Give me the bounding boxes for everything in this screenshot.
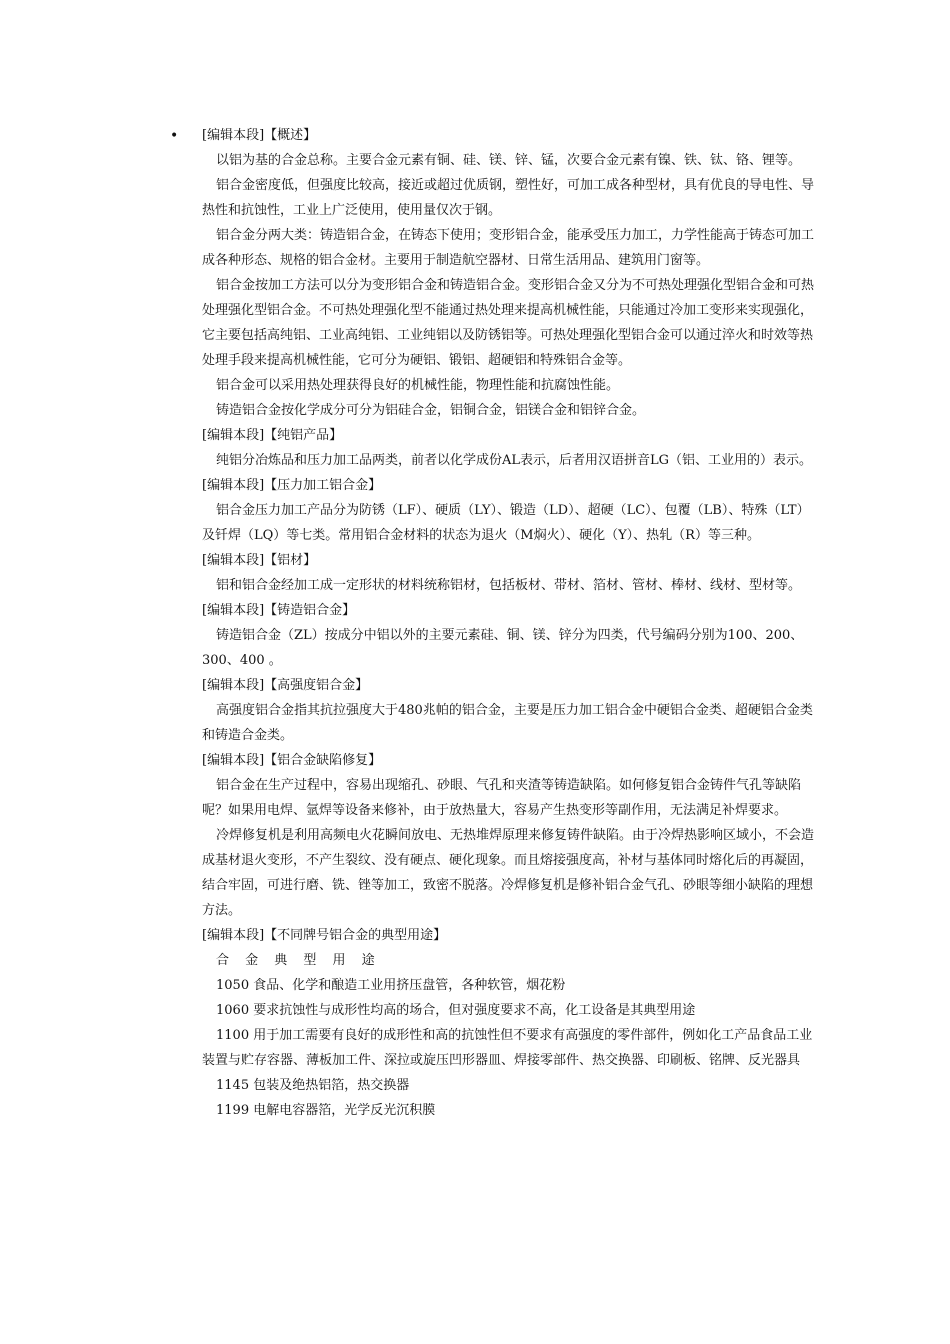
paragraph: 铸造铝合金按化学成分可分为铝硅合金，铝铜合金，铝镁合金和铝锌合金。 [216, 403, 646, 418]
section-heading-typical-uses: [编辑本段]【不同牌号铝合金的典型用途】 [202, 928, 447, 943]
alloy-use-entry: 1100 用于加工需要有良好的成形性和高的抗蚀性但不要求有高强度的零件部件，例如化工产品食品工业装置与贮存容器、薄板加工件、深拉或旋压凹形器皿、焊接零部件、热交换器、印刷板、铭牌、反光器具 [202, 1028, 813, 1068]
paragraph: 铸造铝合金（ZL）按成分中铝以外的主要元素硅、铜、镁、锌分为四类，代号编码分别为100、200、300、400 。 [202, 628, 804, 668]
section-heading-pressure-processed: [编辑本段]【压力加工铝合金】 [202, 478, 382, 493]
paragraph: 冷焊修复机是利用高频电火花瞬间放电、无热堆焊原理来修复铸件缺陷。由于冷焊热影响区域小，不会造成基材退火变形，不产生裂纹、没有硬点、硬化现象。而且熔接强度高，补材与基体同时熔化后的再凝固，结合牢固，可进行磨、铣、锉等加工，致密不脱落。冷焊修复机是修补铝合金气孔、砂眼等细小缺陷的理想方法。 [202, 828, 815, 918]
paragraph: 铝合金密度低，但强度比较高，接近或超过优质钢，塑性好，可加工成各种型材，具有优良的导电性、导热性和抗蚀性，工业上广泛使用，使用量仅次于钢。 [202, 178, 815, 218]
paragraph: 纯铝分冶炼品和压力加工品两类，前者以化学成份AL表示，后者用汉语拼音LG（铝、工业用的）表示。 [216, 453, 813, 468]
paragraph: 铝合金分两大类：铸造铝合金，在铸态下使用；变形铝合金，能承受压力加工，力学性能高于铸态可加工成各种形态、规格的铝合金材。主要用于制造航空器材、日常生活用品、建筑用门窗等。 [202, 228, 815, 268]
paragraph: 铝合金压力加工产品分为防锈（LF）、硬质（LY）、锻造（LD）、超硬（LC）、包覆（LB）、特殊（LT）及钎焊（LQ）等七类。常用铝合金材料的状态为退火（M焖火）、硬化（Y）、热轧（R）等三种。 [202, 503, 810, 543]
bullet-marker: • [170, 128, 179, 144]
paragraph: 铝合金在生产过程中，容易出现缩孔、砂眼、气孔和夹渣等铸造缺陷。如何修复铝合金铸件气孔等缺陷呢？如果用电焊、氩焊等设备来修补，由于放热量大，容易产生热变形等副作用，无法满足补焊要求。 [202, 778, 802, 818]
section-heading-cast-alloy: [编辑本段]【铸造铝合金】 [202, 603, 356, 618]
uses-table-header: 合 金 典 型 用 途 [216, 953, 381, 968]
paragraph: 铝和铝合金经加工成一定形状的材料统称铝材，包括板材、带材、箔材、管材、棒材、线材、型材等。 [216, 578, 802, 593]
document-body [202, 123, 814, 1123]
alloy-use-entry: 1199 电解电容器箔，光学反光沉积膜 [216, 1103, 436, 1118]
section-heading-high-strength: [编辑本段]【高强度铝合金】 [202, 678, 369, 693]
paragraph: 铝合金可以采用热处理获得良好的机械性能，物理性能和抗腐蚀性能。 [216, 378, 620, 393]
section-heading-overview: [编辑本段]【概述】 [202, 128, 317, 143]
section-heading-aluminum-materials: [编辑本段]【铝材】 [202, 553, 317, 568]
section-heading-pure-aluminum: [编辑本段]【纯铝产品】 [202, 428, 343, 443]
paragraph: 以铝为基的合金总称。主要合金元素有铜、硅、镁、锌、锰，次要合金元素有镍、铁、钛、铬、锂等。 [216, 153, 802, 168]
section-heading-defect-repair: [编辑本段]【铝合金缺陷修复】 [202, 753, 382, 768]
paragraph: 高强度铝合金指其抗拉强度大于480兆帕的铝合金，主要是压力加工铝合金中硬铝合金类、超硬铝合金类和铸造合金类。 [202, 703, 813, 743]
alloy-use-entry: 1060 要求抗蚀性与成形性均高的场合，但对强度要求不高，化工设备是其典型用途 [216, 1003, 696, 1018]
alloy-use-entry: 1145 包装及绝热铝箔，热交换器 [216, 1078, 410, 1093]
alloy-use-entry: 1050 食品、化学和酿造工业用挤压盘管，各种软管，烟花粉 [216, 978, 566, 993]
paragraph: 铝合金按加工方法可以分为变形铝合金和铸造铝合金。变形铝合金又分为不可热处理强化型铝合金和可热处理强化型铝合金。不可热处理强化型不能通过热处理来提高机械性能，只能通过冷加工变形来实现强化，它主要包括高纯铝、工业高纯铝、工业纯铝以及防锈铝等。可热处理强化型铝合金可以通过淬火和时效等热处理手段来提高机械性能，它可分为硬铝、锻铝、超硬铝和特殊铝合金等。 [202, 278, 815, 368]
